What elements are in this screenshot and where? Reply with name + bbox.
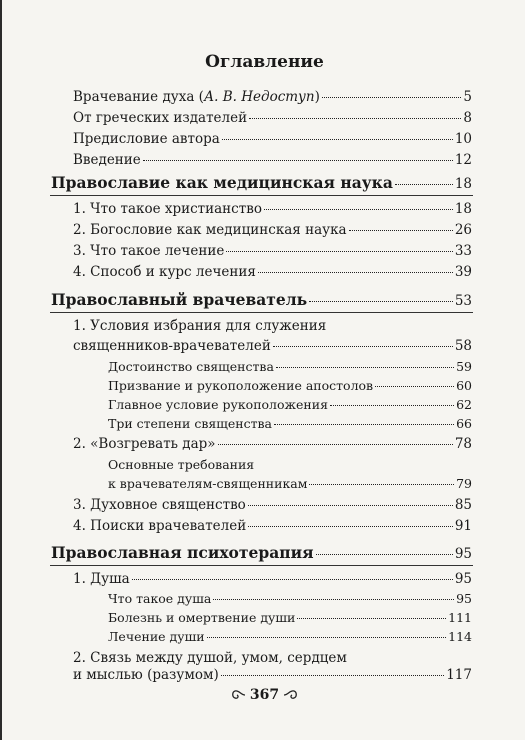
entry-text: 4. Способ и курс лечения <box>73 264 256 280</box>
page-ref: 66 <box>456 416 472 431</box>
entry-text: Болезнь и омертвение души <box>108 610 296 625</box>
entry-text: ) <box>314 89 320 105</box>
toc-entry[interactable] <box>73 152 472 168</box>
ornament-left-icon <box>230 688 246 702</box>
entry-text: Достоинство священства <box>108 359 274 374</box>
entry-author: А. В. Недоступ <box>203 89 315 105</box>
toc-entry[interactable] <box>73 110 472 126</box>
toc-entry[interactable] <box>73 131 472 147</box>
dot-leader <box>309 484 454 485</box>
page-ref: 26 <box>454 222 472 238</box>
page-ref: 79 <box>456 476 472 491</box>
entry-text: От греческих издателей <box>73 110 248 126</box>
toc-subentry[interactable] <box>108 610 472 625</box>
page-ref: 95 <box>456 591 472 606</box>
dot-leader <box>395 184 453 185</box>
entry-text: 4. Поиски врачевателей <box>73 518 247 534</box>
page-ref: 95 <box>454 571 472 587</box>
section-rule <box>50 195 473 196</box>
dot-leader <box>309 301 453 302</box>
page-ref: 18 <box>454 176 472 192</box>
toc-entry[interactable] <box>73 497 472 513</box>
dot-leader <box>258 272 453 273</box>
dot-leader <box>143 160 453 161</box>
dot-leader <box>264 209 453 210</box>
entry-text: Основные требования <box>108 457 255 472</box>
toc-entry[interactable] <box>73 436 472 452</box>
entry-text: Что такое душа <box>108 591 212 606</box>
toc-entry[interactable] <box>73 571 472 587</box>
toc-title: Оглавление <box>205 52 324 72</box>
toc-entry[interactable] <box>73 667 472 683</box>
page-ref: 62 <box>456 397 472 412</box>
page-ref: 114 <box>448 629 472 644</box>
page-ref: 53 <box>454 293 472 309</box>
page-ref: 39 <box>454 264 472 280</box>
page-ref: 85 <box>454 497 472 513</box>
toc-subentry[interactable] <box>108 359 472 374</box>
section-rule <box>50 312 473 313</box>
section-heading[interactable] <box>51 290 472 309</box>
dot-leader <box>276 367 454 368</box>
section-title: Православие как медицинская наука <box>51 173 393 192</box>
toc-entry[interactable] <box>73 222 472 238</box>
entry-text: 3. Что такое лечение <box>73 243 225 259</box>
dot-leader <box>213 599 454 600</box>
toc-entry[interactable] <box>73 243 472 259</box>
entry-text: Предисловие автора <box>73 131 220 147</box>
dot-leader <box>226 251 452 252</box>
toc-subentry[interactable] <box>108 397 472 412</box>
page-footer <box>2 687 525 703</box>
entry-text: 3. Духовное священство <box>73 497 246 513</box>
section-title: Православная психотерапия <box>51 543 314 562</box>
page-ref: 59 <box>456 359 472 374</box>
page-ref: 10 <box>454 131 472 147</box>
entry-text: Три степени священства <box>108 416 273 431</box>
page-ref: 78 <box>454 436 472 452</box>
page-ref: 8 <box>463 110 472 126</box>
entry-text: 2. «Возгревать дар» <box>73 436 216 452</box>
dot-leader <box>316 554 453 555</box>
dot-leader <box>221 675 444 676</box>
toc-subentry[interactable] <box>108 629 472 644</box>
toc-entry[interactable] <box>73 338 472 354</box>
dot-leader <box>132 579 453 580</box>
entry-text: священников-врачевателей <box>73 338 271 354</box>
page-ref: 5 <box>463 89 472 105</box>
section-title: Православный врачеватель <box>51 290 308 309</box>
toc-subentry[interactable] <box>108 378 472 393</box>
entry-text: Главное условие рукоположения <box>108 397 328 412</box>
page-ref: 95 <box>454 546 472 562</box>
page-ref: 117 <box>446 667 472 683</box>
dot-leader <box>248 526 453 527</box>
page-ref: 12 <box>454 152 472 168</box>
entry-text: 2. Связь между душой, умом, сердцем <box>73 650 347 666</box>
dot-leader <box>207 637 447 638</box>
page-ref: 111 <box>448 610 472 625</box>
entry-text: и мыслью (разумом) <box>73 667 219 683</box>
dot-leader <box>322 97 462 98</box>
dot-leader <box>249 118 461 119</box>
page-ref: 60 <box>456 378 472 393</box>
page-ref: 58 <box>454 338 472 354</box>
entry-text: 1. Условия избрания для служения <box>73 318 327 334</box>
page-number: 367 <box>249 687 280 703</box>
toc-subentry[interactable] <box>108 476 472 491</box>
section-heading[interactable] <box>51 173 472 192</box>
dot-leader <box>297 618 446 619</box>
entry-text: к врачевателям-священникам <box>108 476 308 491</box>
toc-subentry[interactable] <box>108 416 472 431</box>
section-rule <box>50 565 473 566</box>
dot-leader <box>375 386 454 387</box>
dot-leader <box>349 230 453 231</box>
entry-text: Введение <box>73 152 141 168</box>
entry-text: 1. Душа <box>73 571 130 587</box>
dot-leader <box>274 424 454 425</box>
dot-leader <box>222 139 453 140</box>
toc-subentry[interactable] <box>108 591 472 606</box>
page-ref: 18 <box>454 201 472 217</box>
page-ref: 91 <box>454 518 472 534</box>
dot-leader <box>330 405 454 406</box>
dot-leader <box>273 346 453 347</box>
dot-leader <box>248 505 453 506</box>
entry-text: Лечение души <box>108 629 205 644</box>
entry-text: 2. Богословие как медицинская наука <box>73 222 347 238</box>
entry-text: Призвание и рукоположение апостолов <box>108 378 374 393</box>
ornament-right-icon <box>283 688 299 702</box>
section-heading[interactable] <box>51 543 472 562</box>
toc-entry[interactable] <box>73 201 472 217</box>
toc-entry[interactable] <box>73 518 472 534</box>
dot-leader <box>218 444 453 445</box>
entry-text: Врачевание духа ( <box>73 89 204 105</box>
toc-entry[interactable] <box>73 264 472 280</box>
entry-text: 1. Что такое христианство <box>73 201 262 217</box>
toc-entry[interactable] <box>73 89 472 105</box>
page-ref: 33 <box>454 243 472 259</box>
